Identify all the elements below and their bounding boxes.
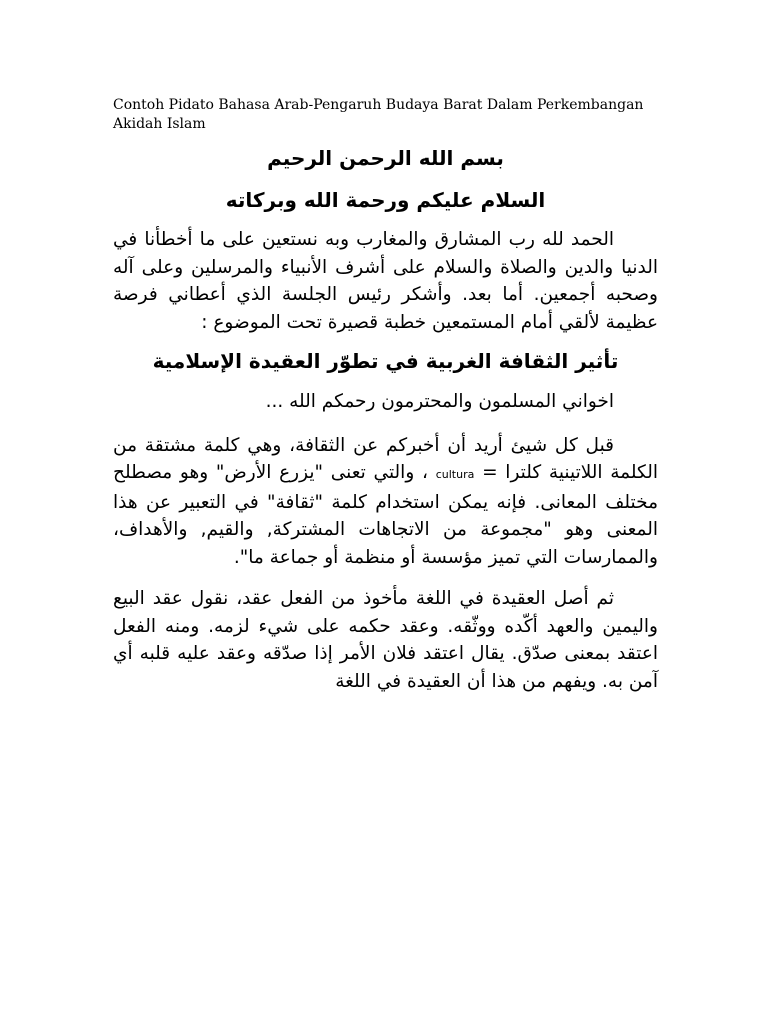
aqidah-paragraph: ثم أصل العقيدة في اللغة مأخوذ من الفعل عقد، نقول عقد البيع واليمين والعهد أكّده ووثّقه. وعقد حكمه على شيء لزمه. ومنه الفعل اعتقد بمعنى صدّق. يقال اعتقد فلان الأمر إذا صدّقه وعقد عليه قلبه أي آمن به. ويفهم من هذا أن العقيدة في اللغة <box>113 588 658 692</box>
document-title: Contoh Pidato Bahasa Arab-Pengaruh Budaya Barat Dalam Perkembangan Akidah Islam <box>113 97 644 132</box>
culture-text-part-1: قبل كل شيئ أريد أن أخبركم عن الثقافة، وهي كلمة مشتقة من الكلمة اللاتينية كلترا = <box>113 434 658 483</box>
culture-text-part-2: ، والتي تعنى "يزرع الأرض" وهو مصطلح مختلف المعانى. فإنه يمكن استخدام كلمة "ثقافة" في التعبير عن هذا المعنى وهو "مجموعة من الاتجاهات المشتركة, والقيم, والأهداف، والممارسات التي تميز مؤسسة أو منظمة أو جماعة ما". <box>113 462 658 568</box>
culture-paragraph <box>113 432 658 572</box>
document-page <box>113 96 658 695</box>
topic-heading: تأثير الثقافة الغربية في تطوّر العقيدة الإسلامية <box>152 349 619 373</box>
greeting-paragraph: اخواني المسلمون والمحترمون رحمكم الله ... <box>265 391 614 412</box>
salam-heading: السلام عليكم ورحمة الله وبركاته <box>225 188 546 212</box>
bismillah-heading: بسم الله الرحمن الرحيم <box>267 146 504 170</box>
latin-word-cultura: cultura <box>435 468 475 481</box>
opening-paragraph: الحمد لله رب المشارق والمغارب وبه نستعين على ما أخطأنا في الدنيا والدين والصلاة والسلام على أشرف الأنبياء والمرسلين وعلى آله وصحبه أجمعين. أما بعد. وأشكر رئيس الجلسة الذي أعطاني فرصة عظيمة لألقي أمام المستمعين خطبة قصيرة تحت الموضوع : <box>113 229 658 333</box>
